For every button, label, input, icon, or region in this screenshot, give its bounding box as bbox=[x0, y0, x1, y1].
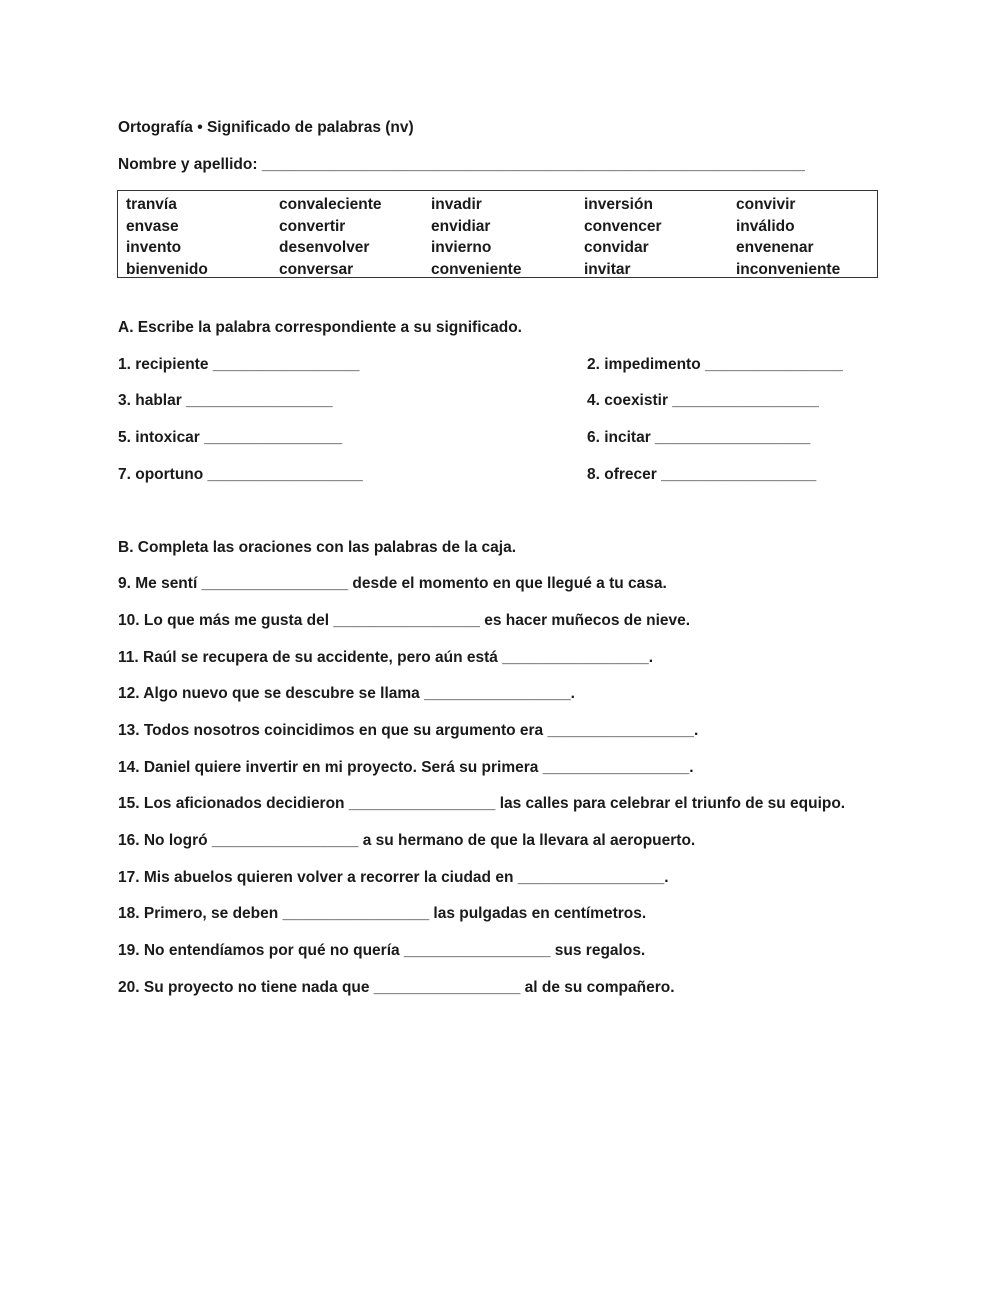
word-bank-item: inconveniente bbox=[736, 260, 841, 278]
word-bank-item: bienvenido bbox=[126, 260, 208, 278]
word-bank-item: tranvía bbox=[126, 196, 177, 213]
name-field-line[interactable]: Nombre y apellido: _______________________________________________________________ bbox=[118, 156, 805, 173]
section-a-heading: A. Escribe la palabra correspondiente a su significado. bbox=[118, 319, 522, 336]
word-bank-item: envidiar bbox=[431, 217, 491, 235]
word-bank-item: convertir bbox=[279, 217, 346, 235]
exercise-b-item[interactable]: 20. Su proyecto no tiene nada que _________________ al de su compañero. bbox=[118, 979, 675, 996]
worksheet-title: Ortografía • Significado de palabras (nv) bbox=[118, 119, 414, 136]
word-bank-item: desenvolver bbox=[279, 239, 370, 256]
exercise-a-item[interactable]: 8. ofrecer __________________ bbox=[587, 466, 817, 483]
exercise-b-item[interactable]: 11. Raúl se recupera de su accidente, pero aún está _________________. bbox=[118, 649, 654, 666]
word-bank-column-4 bbox=[584, 194, 662, 280]
exercise-b-item[interactable]: 17. Mis abuelos quieren volver a recorrer la ciudad en _________________. bbox=[118, 869, 669, 886]
exercise-b-item[interactable]: 13. Todos nosotros coincidimos en que su argumento era _________________. bbox=[118, 722, 699, 739]
exercise-a-item[interactable]: 1. recipiente _________________ bbox=[118, 356, 360, 373]
exercise-b-item[interactable]: 9. Me sentí _________________ desde el momento en que llegué a tu casa. bbox=[118, 575, 667, 592]
exercise-b-item[interactable]: 19. No entendíamos por qué no quería _________________ sus regalos. bbox=[118, 942, 646, 959]
word-bank-column-1 bbox=[126, 194, 208, 280]
exercise-a-item[interactable]: 4. coexistir _________________ bbox=[587, 392, 819, 409]
word-bank-column-5 bbox=[736, 194, 840, 280]
word-bank-item: invitar bbox=[584, 260, 631, 278]
exercise-b-item[interactable]: 18. Primero, se deben _________________ las pulgadas en centímetros. bbox=[118, 905, 647, 922]
word-bank-item: invento bbox=[126, 239, 182, 256]
word-bank-item: convencer bbox=[584, 217, 662, 235]
word-bank-item: envase bbox=[126, 217, 179, 235]
word-bank-item: convaleciente bbox=[279, 196, 382, 213]
word-bank-item: convivir bbox=[736, 196, 796, 213]
word-bank-item: conveniente bbox=[431, 260, 522, 278]
word-bank-item: invierno bbox=[431, 239, 492, 256]
word-bank-item: convidar bbox=[584, 239, 649, 256]
word-bank-item: inválido bbox=[736, 217, 795, 235]
exercise-b-item[interactable]: 16. No logró _________________ a su hermano de que la llevara al aeropuerto. bbox=[118, 832, 696, 849]
word-bank-box bbox=[117, 190, 878, 278]
exercise-b-item[interactable]: 12. Algo nuevo que se descubre se llama _________________. bbox=[118, 685, 575, 702]
exercise-b-item[interactable]: 14. Daniel quiere invertir en mi proyecto. Será su primera _________________. bbox=[118, 759, 694, 776]
word-bank-item: conversar bbox=[279, 260, 354, 278]
exercise-a-item[interactable]: 6. incitar __________________ bbox=[587, 429, 811, 446]
word-bank-column-2 bbox=[279, 194, 382, 280]
word-bank-item: envenenar bbox=[736, 239, 814, 256]
exercise-b-item[interactable]: 15. Los aficionados decidieron _________________ las calles para celebrar el triunfo de su equipo. bbox=[118, 795, 846, 812]
exercise-b-item[interactable]: 10. Lo que más me gusta del _________________ es hacer muñecos de nieve. bbox=[118, 612, 691, 629]
exercise-a-item[interactable]: 3. hablar _________________ bbox=[118, 392, 333, 409]
word-bank-column-3 bbox=[431, 194, 521, 280]
exercise-a-item[interactable]: 7. oportuno __________________ bbox=[118, 466, 363, 483]
word-bank-item: inversión bbox=[584, 196, 653, 213]
section-b-heading: B. Completa las oraciones con las palabras de la caja. bbox=[118, 539, 516, 556]
word-bank-item: invadir bbox=[431, 196, 482, 213]
exercise-a-item[interactable]: 5. intoxicar ________________ bbox=[118, 429, 343, 446]
exercise-a-item[interactable]: 2. impedimento ________________ bbox=[587, 356, 843, 373]
